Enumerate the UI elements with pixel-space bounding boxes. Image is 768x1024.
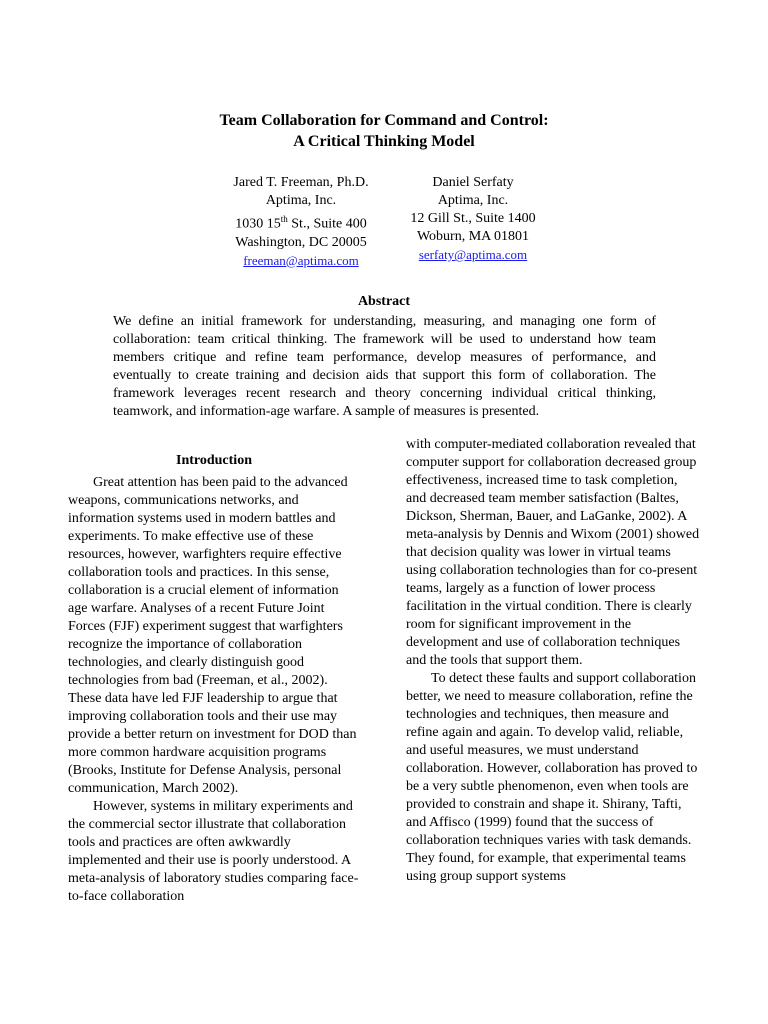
abstract-body: We define an initial framework for understanding, measuring, and managing one form of collaboration: team critical thinking. The framework will be used to understand how team members critique and refine team performance, develop measures of performance, and eventually to create training and decision aids that support this form of collaboration. The framework leverages recent research and theory concerning individual critical thinking, teamwork, and information-age warfare. A sample of measures is presented. [113, 314, 656, 419]
body-paragraph: with computer-mediated collaboration revealed that computer support for collaboration decreased group effectiveness, increased time to task completion, and decreased team member satisfaction (Baltes, Dickson, Sherman, Bauer, and LaGanke, 2002). A meta-analysis by Dennis and Wixom (2001) showed that decision quality was lower in virtual teams using collaboration technologies than for co-present teams, largely as a function of lower process facilitation in the virtual condition. There is clearly room for significant improvement in the development and use of collaboration techniques and the tools that support them. [406, 437, 700, 668]
body-paragraph: However, systems in military experiments and the commercial sector illustrate that collaboration tools and practices are often awkwardly implemented and their use is poorly understood. A meta-analysis of laboratory studies comparing face-to-face collaboration [68, 799, 359, 904]
title-line-2: A Critical Thinking Model [293, 133, 475, 150]
body-paragraph: To detect these faults and support collaboration better, we need to measure collaboration, refine the technologies and techniques, then measure and refine again and again. To develop valid, reliable, and useful measures, we must understand collaboration. However, collaboration has proved to be a very subtle phenomenon, even when tools are provided to constrain and shape it. Shirany, Tafti, and Affisco (1999) found that the success of collaboration techniques varies with task demands. They found, for example, that experimental teams using group support systems [406, 671, 698, 884]
abstract-heading: Abstract [357, 294, 411, 309]
author-city: Woburn, MA 01801 [416, 229, 530, 244]
author-name: Jared T. Freeman, Ph.D. [233, 175, 369, 190]
author-name: Daniel Serfaty [432, 175, 514, 190]
column-right [406, 436, 700, 886]
address-superscript: th [280, 214, 288, 224]
author-city: Washington, DC 20005 [235, 234, 367, 250]
author-address: 12 Gill St., Suite 1400 [410, 211, 536, 226]
author-block-serfaty [370, 174, 576, 264]
author-email-link[interactable]: freeman@aptima.com [243, 252, 359, 268]
author-org: Aptima, Inc. [265, 193, 337, 208]
address-number: 1030 15 [235, 216, 281, 232]
address-street: St., Suite 400 [287, 216, 367, 232]
author-org: Aptima, Inc. [437, 193, 509, 208]
body-paragraph: Great attention has been paid to the advanced weapons, communications networks, and information systems used in modern battles and experiments. To make effective use of these resources, however, warfighters require effective collaboration tools and practices. In this sense, collaboration is a crucial element of information age warfare. Analyses of a recent Future Joint Forces (FJF) experiment suggest that warfighters recognize the importance of collaboration technologies, and clearly distinguish good technologies from bad (Freeman, et al., 2002). These data have led FJF leadership to argue that improving collaboration tools and their use may provide a better return on investment for DOD than more common hardware acquisition programs (Brooks, Institute for Defense Analysis, personal communication, March 2002). [68, 475, 357, 796]
paper-title [0, 110, 768, 152]
title-line-1: Team Collaboration for Command and Control: [219, 112, 549, 129]
column-left [68, 452, 360, 906]
section-heading-introduction: Introduction [176, 453, 252, 468]
author-email-link[interactable]: serfaty@aptima.com [418, 247, 528, 262]
